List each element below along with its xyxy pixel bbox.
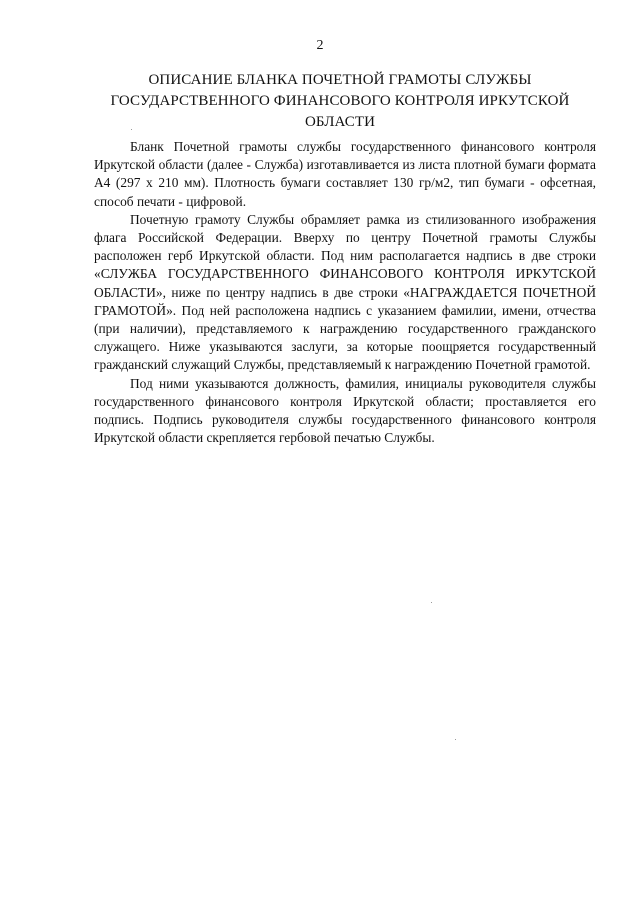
title-line-2: ГОСУДАРСТВЕННОГО ФИНАНСОВОГО КОНТРОЛЯ ИРКУТСКОЙ [110, 93, 570, 109]
page-number: 2 [316, 38, 324, 53]
document-title [90, 70, 590, 133]
scan-speck [131, 129, 132, 130]
scan-speck [455, 739, 456, 740]
title-line-3: ОБЛАСТИ [304, 114, 376, 130]
document-body [94, 138, 596, 447]
title-line-1: ОПИСАНИЕ БЛАНКА ПОЧЕТНОЙ ГРАМОТЫ СЛУЖБЫ [148, 72, 532, 88]
scan-speck [431, 602, 432, 603]
paragraph-blank-description: Бланк Почетной грамоты службы государственного финансового контроля Иркутской области (далее - Служба) изготавливается из листа плотной бумаги формата А4 (297 х 210 мм). Плотность бумаги составляет 130 гр/м2, тип бумаги - офсетная, способ печати - цифровой. [94, 139, 596, 209]
paragraph-signature-description: Под ними указываются должность, фамилия, инициалы руководителя службы государственного финансового контроля Иркутской области; проставляется его подпись. Подпись руководителя службы государственного финансового контроля Иркутской области скрепляется гербовой печатью Службы. [94, 375, 596, 446]
paragraph-layout-description: Почетную грамоту Службы обрамляет рамка из стилизованного изображения флага Российской Федерации. Вверху по центру Почетной грамоты Службы расположен герб Иркутской области. Под ним располагается надпись в две строки «СЛУЖБА ГОСУДАРСТВЕННОГО ФИНАНСОВОГО КОНТРОЛЯ ИРКУТСКОЙ ОБЛАСТИ», ниже по центру надпись в две строки «НАГРАЖДАЕТСЯ ПОЧЕТНОЙ ГРАМОТОЙ». Под ней расположена надпись с указанием фамилии, имени, отчества (при наличии), представляемого к награждению государственного гражданского служащего. Ниже указываются заслуги, за которые поощряется государственный гражданский служащий Службы, представляемый к награждению Почетной грамотой. [94, 211, 596, 373]
